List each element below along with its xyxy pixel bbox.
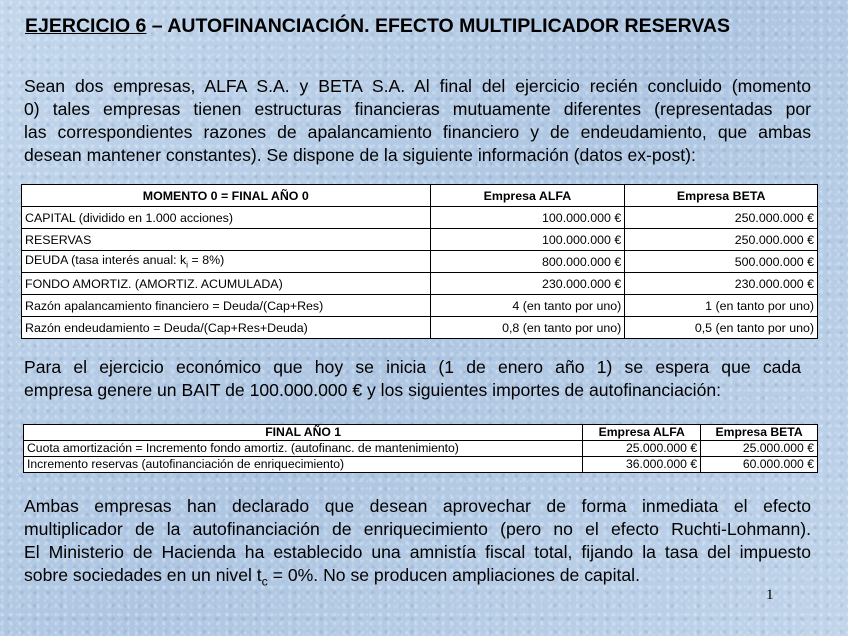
row-label: RESERVAS bbox=[22, 229, 431, 251]
alfa-value: 36.000.000 € bbox=[583, 457, 701, 473]
intro-paragraph bbox=[24, 75, 811, 167]
table-row bbox=[24, 441, 818, 457]
page-number: 1 bbox=[766, 587, 774, 603]
paragraph-line: empresa genere un BAIT de 100.000.000 € y los siguientes importes de autofinanciación: bbox=[24, 380, 722, 400]
table-row bbox=[22, 295, 818, 317]
alfa-value: 4 (en tanto por uno) bbox=[430, 295, 625, 317]
column-header: Empresa BETA bbox=[701, 425, 818, 441]
alfa-value: 100.000.000 € bbox=[430, 207, 625, 229]
table-row bbox=[24, 457, 818, 473]
beta-value: 0,5 (en tanto por uno) bbox=[625, 317, 818, 339]
column-header: MOMENTO 0 = FINAL AÑO 0 bbox=[22, 185, 431, 207]
beta-value: 60.000.000 € bbox=[701, 457, 818, 473]
alfa-value: 100.000.000 € bbox=[430, 229, 625, 251]
table-row bbox=[22, 273, 818, 295]
beta-value: 500.000.000 € bbox=[625, 251, 818, 273]
row-label: Incremento reservas (autofinanciación de enriquecimiento) bbox=[24, 457, 583, 473]
paragraph-line: Para el ejercicio económico que hoy se inicia (1 de enero año 1) se espera que cada bbox=[24, 357, 801, 377]
column-header: Empresa BETA bbox=[625, 185, 818, 207]
row-label: CAPITAL (dividido en 1.000 acciones) bbox=[22, 207, 431, 229]
moment-0-table bbox=[21, 184, 818, 339]
table-header-row bbox=[22, 185, 818, 207]
column-header: Empresa ALFA bbox=[430, 185, 625, 207]
beta-value: 25.000.000 € bbox=[701, 441, 818, 457]
paragraph-line: multiplicador de la autofinanciación de enriquecimiento (pero no el efecto Ruchti-Lohmann). bbox=[24, 519, 811, 539]
row-label: Razón endeudamiento = Deuda/(Cap+Res+Deuda) bbox=[22, 317, 431, 339]
beta-value: 1 (en tanto por uno) bbox=[625, 295, 818, 317]
table-row bbox=[22, 317, 818, 339]
alfa-value: 0,8 (en tanto por uno) bbox=[430, 317, 625, 339]
column-header: FINAL AÑO 1 bbox=[24, 425, 583, 441]
beta-value: 230.000.000 € bbox=[625, 273, 818, 295]
row-label-text: DEUDA (tasa interés anual: k bbox=[25, 253, 187, 268]
paragraph-line: las correspondientes razones de apalancamiento financiero y de endeudamiento, que ambas bbox=[24, 122, 811, 142]
tax-subscript: c bbox=[261, 574, 268, 589]
paragraph-line: Ambas empresas han declarado que desean aprovechar de forma inmediata el efecto bbox=[24, 496, 811, 516]
tax-text-before: sobre sociedades en un nivel t bbox=[24, 565, 262, 585]
conditions-paragraph bbox=[24, 495, 811, 594]
row-label-subscript: i bbox=[186, 259, 189, 270]
year-1-table bbox=[23, 424, 818, 473]
table-row bbox=[22, 251, 818, 273]
beta-value: 250.000.000 € bbox=[625, 229, 818, 251]
row-label-text-after: = 8%) bbox=[188, 253, 225, 268]
paragraph-line: Sean dos empresas, ALFA S.A. y BETA S.A. Al final del ejercicio recién concluido (momento bbox=[24, 76, 811, 96]
paragraph-line: 0) tales empresas tienen estructuras financieras mutuamente diferentes (representadas por bbox=[24, 99, 811, 119]
alfa-value: 230.000.000 € bbox=[430, 273, 625, 295]
alfa-value: 25.000.000 € bbox=[583, 441, 701, 457]
beta-value: 250.000.000 € bbox=[625, 207, 818, 229]
row-label: Cuota amortización = Incremento fondo amortiz. (autofinanc. de mantenimiento) bbox=[24, 441, 583, 457]
paragraph-line bbox=[24, 564, 811, 594]
paragraph-line: El Ministerio de Hacienda ha establecido una amnistía fiscal total, fijando la tasa del impuesto bbox=[24, 542, 811, 562]
row-label: Razón apalancamiento financiero = Deuda/(Cap+Res) bbox=[22, 295, 431, 317]
slide-title bbox=[25, 15, 730, 38]
table-row bbox=[22, 207, 818, 229]
table-row bbox=[22, 229, 818, 251]
title-exercise-number: EJERCICIO 6 bbox=[25, 15, 147, 37]
table-header-row bbox=[24, 425, 818, 441]
tax-text-after: = 0%. No se producen ampliaciones de capital. bbox=[267, 565, 640, 585]
title-text: – AUTOFINANCIACIÓN. EFECTO MULTIPLICADOR RESERVAS bbox=[146, 15, 730, 37]
paragraph-line: desean mantener constantes). Se dispone de la siguiente información (datos ex-post): bbox=[24, 145, 696, 165]
forecast-paragraph bbox=[24, 356, 801, 402]
row-label bbox=[22, 251, 431, 273]
column-header: Empresa ALFA bbox=[583, 425, 701, 441]
row-label: FONDO AMORTIZ. (AMORTIZ. ACUMULADA) bbox=[22, 273, 431, 295]
alfa-value: 800.000.000 € bbox=[430, 251, 625, 273]
